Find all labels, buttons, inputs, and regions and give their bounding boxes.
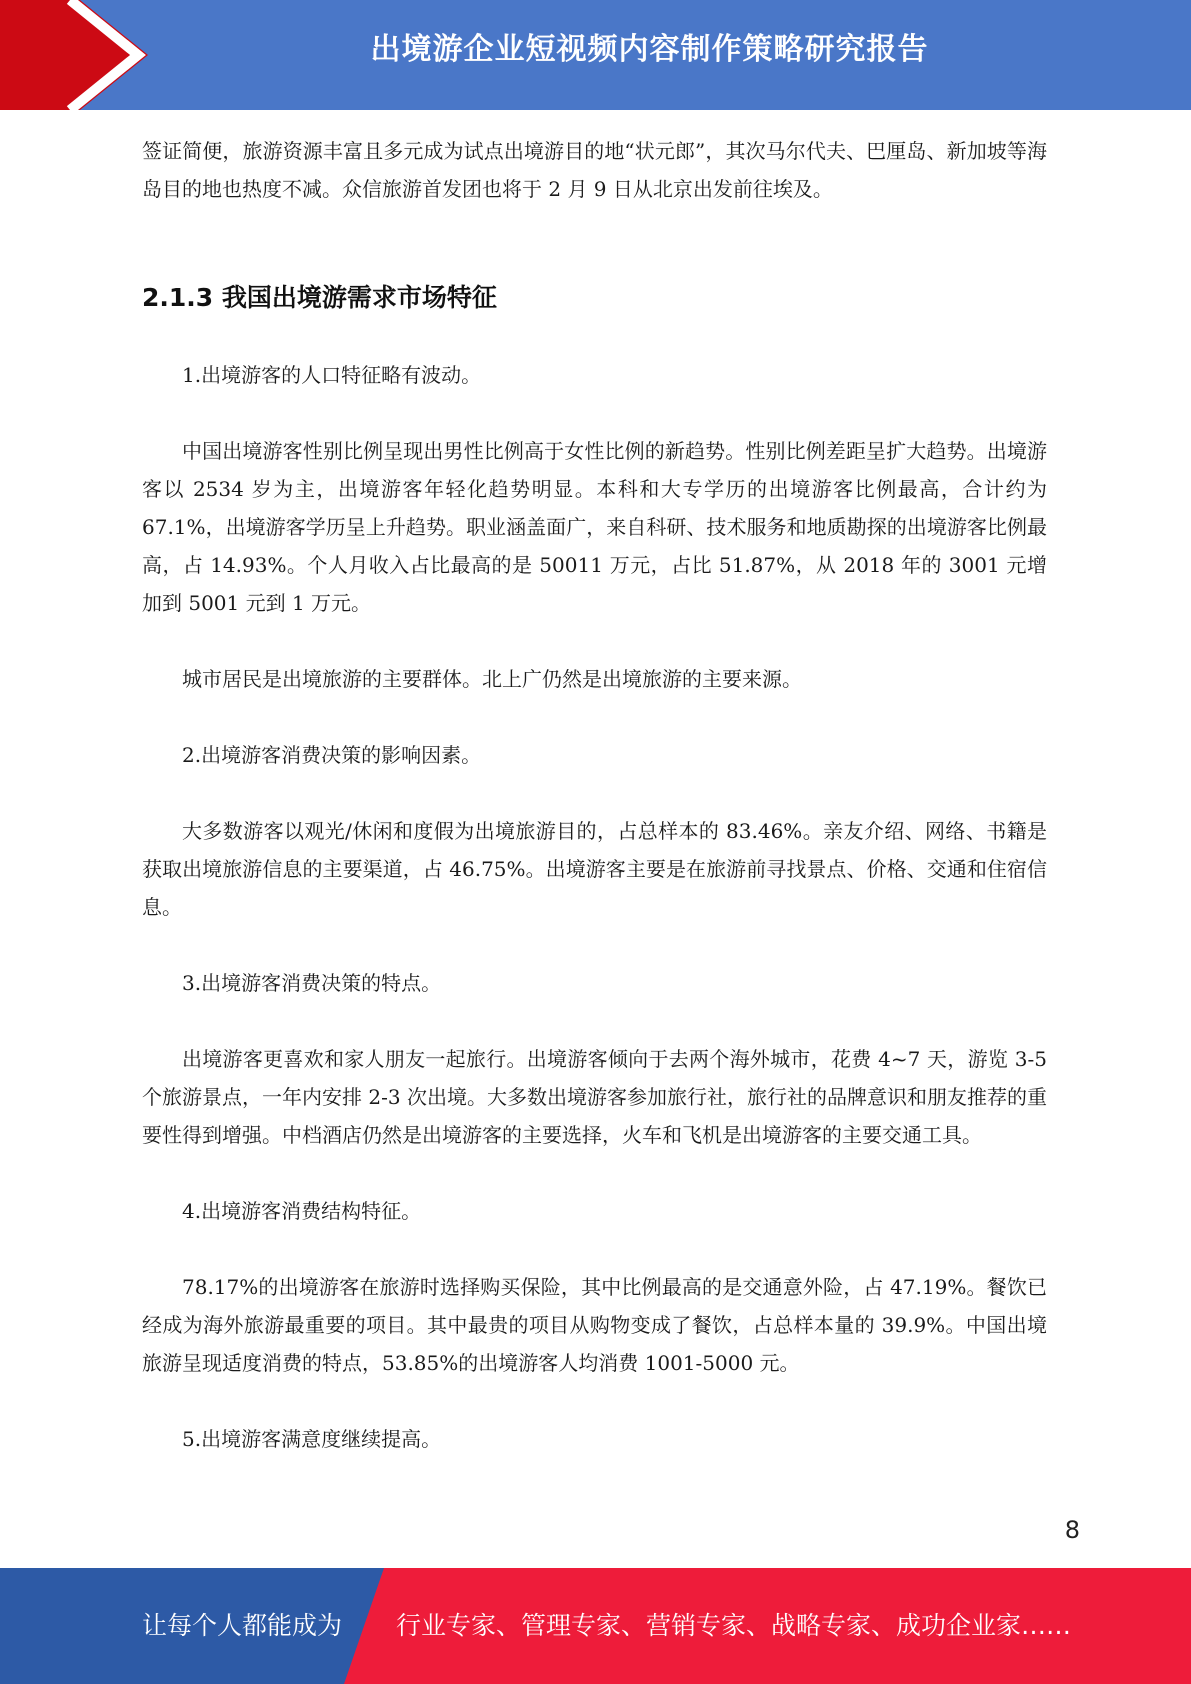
- item1-paragraph2: 城市居民是出境旅游的主要群体。北上广仍然是出境旅游的主要来源。: [182, 667, 802, 691]
- page-header: [0, 0, 1191, 110]
- item5-heading: 5.出境游客满意度继续提高。: [182, 1427, 442, 1451]
- item3-paragraph: 出境游客更喜欢和家人朋友一起旅行。出境游客倾向于去两个海外城市，花费 4~7 天，游览 3-5 个旅游景点，一年内安排 2-3 次出境。大多数出境游客参加旅行社，旅行社的品牌意识和朋友推荐的重要性得到增强。中档酒店仍然是出境游客的主要选择，火车和飞机是出境游客的主要交通工具。: [142, 1047, 1047, 1147]
- item1-heading: 1.出境游客的人口特征略有波动。: [182, 363, 482, 387]
- section-heading: 2.1.3 我国出境游需求市场特征: [142, 283, 497, 312]
- page-number: 8: [1064, 1516, 1080, 1544]
- item2-heading: 2.出境游客消费决策的影响因素。: [182, 743, 482, 767]
- item4-paragraph: 78.17%的出境游客在旅游时选择购买保险，其中比例最高的是交通意外险，占 47.19%。餐饮已经成为海外旅游最重要的项目。其中最贵的项目从购物变成了餐饮，占总样本量的 39.9%。中国出境旅游呈现适度消费的特点，53.85%的出境游客人均消费 1001-5000 元。: [142, 1275, 1047, 1375]
- footer-slogan-right: 行业专家、管理专家、营销专家、战略专家、成功企业家……: [396, 1611, 1072, 1640]
- document-body: [142, 132, 1047, 1458]
- item4-heading: 4.出境游客消费结构特征。: [182, 1199, 422, 1223]
- item2-paragraph: 大多数游客以观光/休闲和度假为出境旅游目的，占总样本的 83.46%。亲友介绍、网络、书籍是获取出境旅游信息的主要渠道，占 46.75%。出境游客主要是在旅游前寻找景点、价格、交通和住宿信息。: [142, 819, 1047, 919]
- item3-heading: 3.出境游客消费决策的特点。: [182, 971, 442, 995]
- header-red-arrow: [0, 0, 148, 110]
- page-footer: [0, 1568, 1191, 1684]
- intro-paragraph: 签证简便，旅游资源丰富且多元成为试点出境游目的地“状元郎”，其次马尔代夫、巴厘岛、新加坡等海岛目的地也热度不减。众信旅游首发团也将于 2 月 9 日从北京出发前往埃及。: [142, 139, 1047, 201]
- item1-paragraph: 中国出境游客性别比例呈现出男性比例高于女性比例的新趋势。性别比例差距呈扩大趋势。出境游客以 2534 岁为主，出境游客年轻化趋势明显。本科和大专学历的出境游客比例最高，合计约为 67.1%，出境游客学历呈上升趋势。职业涵盖面广，来自科研、技术服务和地质勘探的出境游客比例最高，占 14.93%。个人月收入占比最高的是 50011 万元，占比 51.87%，从 2018 年的 3001 元增加到 5001 元到 1 万元。: [142, 439, 1047, 615]
- footer-slogan-left: 让每个人都能成为: [142, 1611, 343, 1640]
- header-title: 出境游企业短视频内容制作策略研究报告: [370, 32, 929, 67]
